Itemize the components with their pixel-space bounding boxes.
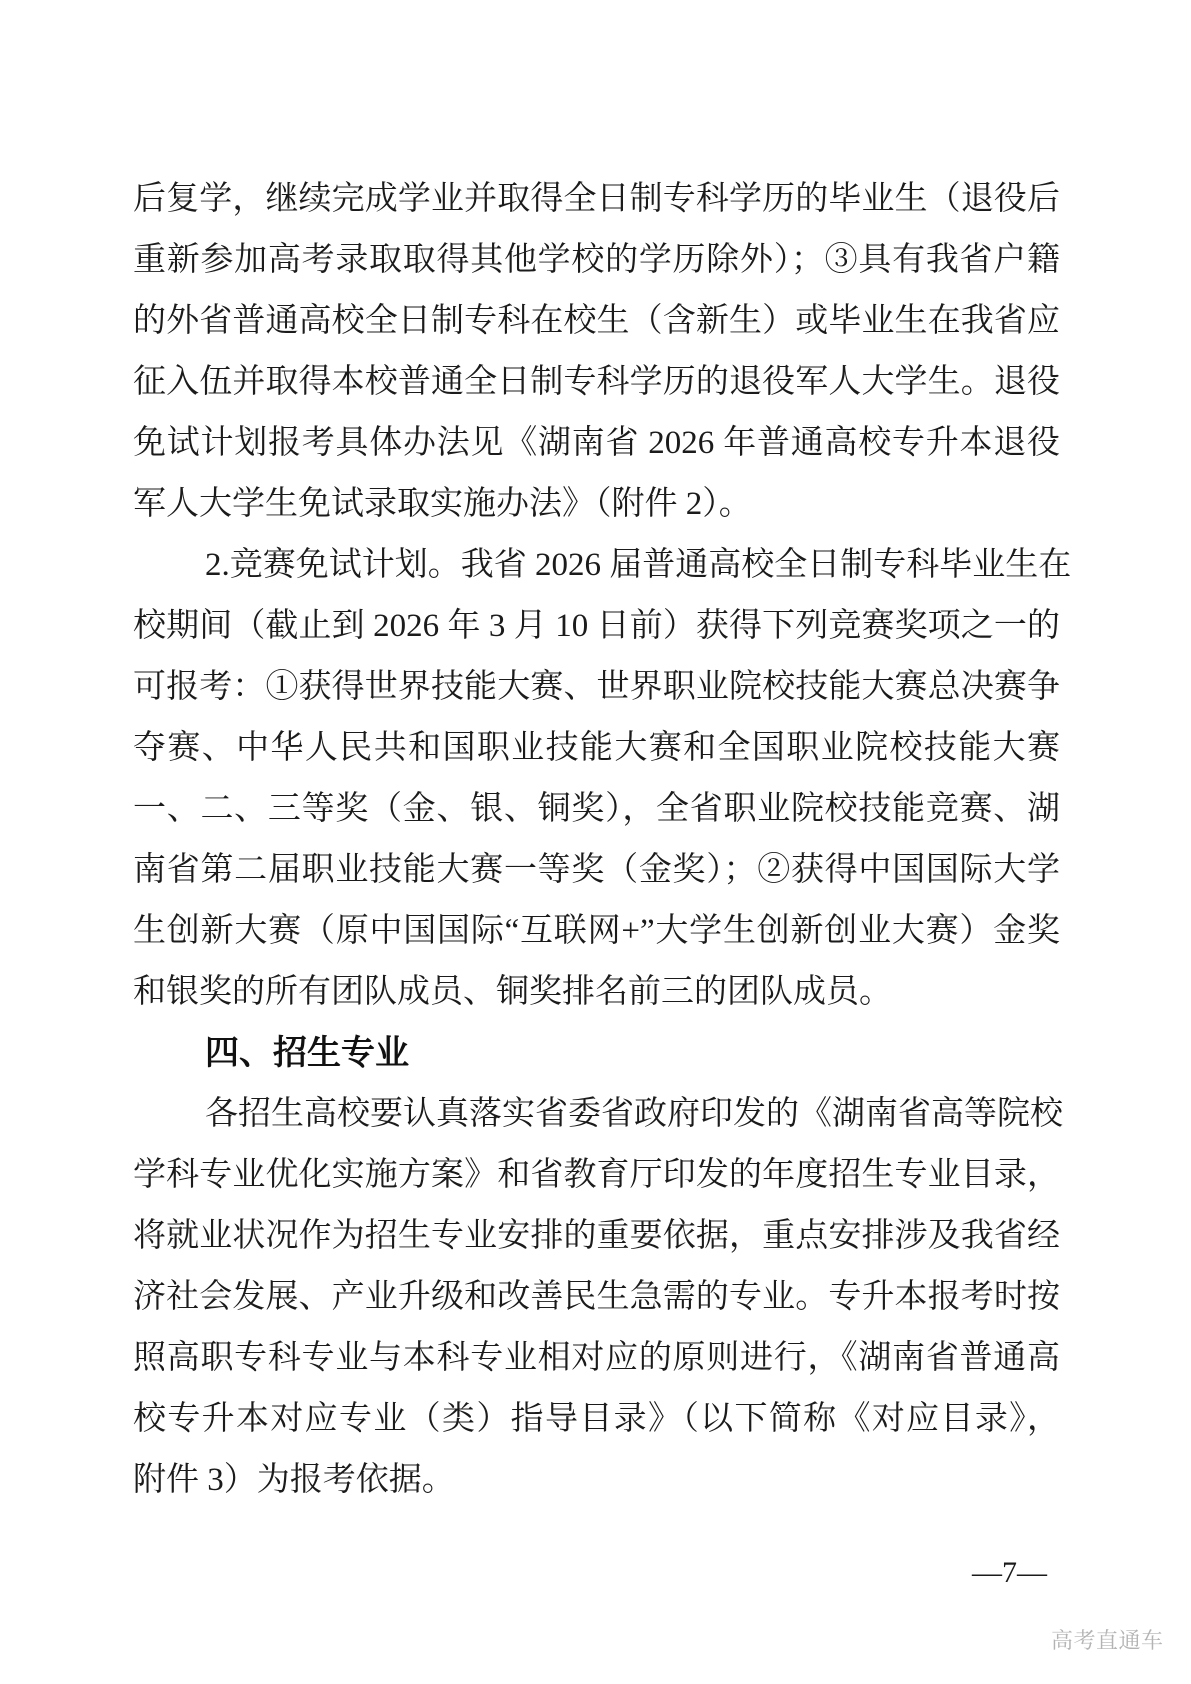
body-line: 的外省普通高校全日制专科在校生（含新生）或毕业生在我省应 [133, 303, 1060, 339]
section-heading: 四、招生专业 [205, 1034, 409, 1072]
body-line: 免试计划报考具体办法见《湖南省 2026 年普通高校专升本退役 [133, 425, 1060, 461]
body-line: 将就业状况作为招生专业安排的重要依据，重点安排涉及我省经 [133, 1218, 1060, 1254]
body-line: 济社会发展、产业升级和改善民生急需的专业。专升本报考时按 [133, 1279, 1060, 1315]
body-line: 军人大学生免试录取实施办法》（附件 2）。 [133, 486, 752, 522]
body-line: 照高职专科专业与本科专业相对应的原则进行，《湖南省普通高 [133, 1340, 1060, 1376]
body-line: 征入伍并取得本校普通全日制专科学历的退役军人大学生。退役 [133, 364, 1060, 400]
body-line: 重新参加高考录取取得其他学校的学历除外）；③具有我省户籍 [133, 242, 1060, 278]
watermark-text: 高考直通车 [1051, 1628, 1164, 1653]
body-line: 校期间（截止到 2026 年 3 月 10 日前）获得下列竞赛奖项之一的 [133, 608, 1060, 644]
body-line: 校专升本对应专业（类）指导目录》（以下简称《对应目录》， [133, 1401, 1060, 1437]
body-line: 生创新大赛（原中国国际“互联网+”大学生创新创业大赛）金奖 [133, 913, 1060, 949]
body-line: 2.竞赛免试计划。我省 2026 届普通高校全日制专科毕业生在 [205, 547, 1072, 583]
body-line: 一、二、三等奖（金、银、铜奖），全省职业院校技能竞赛、湖 [133, 791, 1060, 827]
body-line: 可报考：①获得世界技能大赛、世界职业院校技能大赛总决赛争 [133, 669, 1060, 705]
body-line: 后复学，继续完成学业并取得全日制专科学历的毕业生（退役后 [133, 181, 1060, 217]
body-line: 附件 3）为报考依据。 [133, 1462, 455, 1498]
body-line: 各招生高校要认真落实省委省政府印发的《湖南省高等院校 [205, 1096, 1063, 1132]
body-line: 和银奖的所有团队成员、铜奖排名前三的团队成员。 [133, 974, 892, 1010]
body-line: 夺赛、中华人民共和国职业技能大赛和全国职业院校技能大赛 [133, 730, 1060, 766]
page-number: —7— [972, 1556, 1047, 1589]
body-line: 学科专业优化实施方案》和省教育厅印发的年度招生专业目录， [133, 1157, 1060, 1193]
body-line: 南省第二届职业技能大赛一等奖（金奖）；②获得中国国际大学 [133, 852, 1060, 888]
document-text-block [133, 169, 1072, 1511]
